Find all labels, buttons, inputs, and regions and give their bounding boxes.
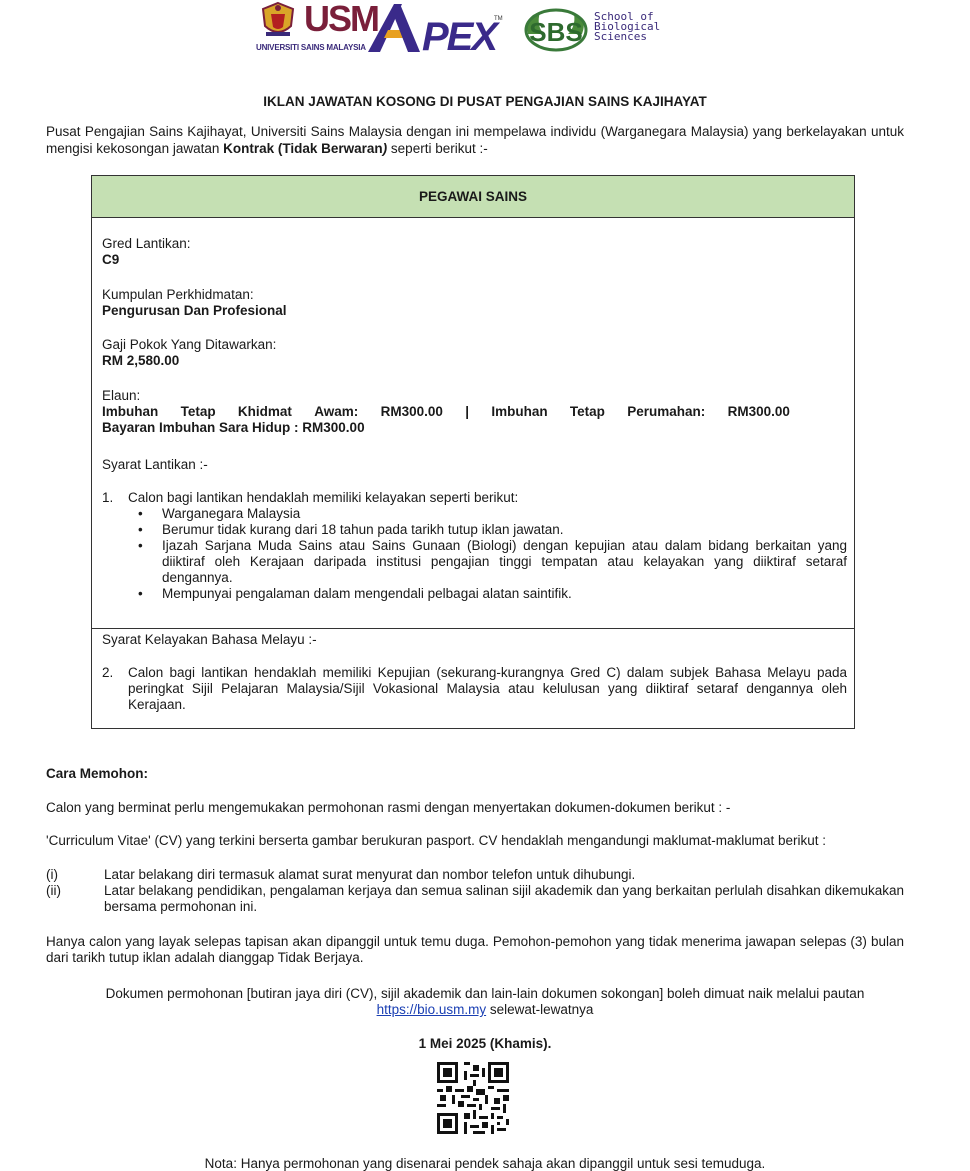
gaji-value: RM 2,580.00 [102, 353, 180, 368]
elaun-word: | [465, 404, 469, 419]
sbs-initials: SBS [529, 17, 583, 47]
sbs-line: School of [594, 10, 654, 23]
usm-crest-icon [258, 0, 298, 40]
roman-item-1 [46, 867, 904, 883]
gred-value: C9 [102, 252, 120, 267]
intro-text-end: seperti berikut :- [387, 141, 488, 156]
requirement-item-1 [102, 490, 847, 602]
gred-label: Gred Lantikan: [102, 236, 191, 251]
intro-contract-type: Kontrak (Tidak Berwaran [223, 141, 383, 156]
roman-text: Latar belakang pendidikan, pengalaman kerjaya dan semua salinan sijil akademik dan yang berkaitan perlulah disahkan dikemukakan bersama permohonan ini. [104, 883, 905, 914]
item-number: 1. [102, 490, 114, 505]
page-title: IKLAN JAWATAN KOSONG DI PUSAT PENGAJIAN SAINS KAJIHAYAT [263, 94, 707, 109]
upload-text-end: selewat-lewatnya [486, 1002, 594, 1017]
gred-field [102, 236, 842, 268]
roman-item-2 [46, 883, 904, 915]
list-item: • Mempunyai pengalaman dalam mengendali pelbagai alatan saintifik. [128, 586, 847, 602]
note: Nota: Hanya permohonan yang disenarai pendek sahaja akan dipanggil untuk sesi temuduga. [204, 1156, 766, 1171]
item-number: 2. [102, 665, 114, 680]
elaun-word: Awam: [314, 404, 359, 419]
elaun-word: Tetap [180, 404, 216, 419]
cara-heading: Cara Memohon: [46, 766, 149, 781]
syarat-label: Syarat Lantikan :- [102, 457, 208, 472]
kumpulan-label: Kumpulan Perkhidmatan: [102, 287, 254, 302]
roman-number: (ii) [46, 883, 61, 898]
item-text: Calon bagi lantikan hendaklah memiliki Kepujian (sekurang-kurangnya Gred C) dalam subjek Bahasa Melayu pada peringkat Sijil Pelajaran Malaysia/Sijil Vokasional Malaysia atau kelulusan yang diiktiraf setaraf dengannya oleh Kerajaan. [128, 665, 847, 712]
position-heading: PEGAWAI SAINS [92, 176, 854, 218]
sbs-logo [518, 4, 661, 56]
apex-wordmark: PEX [422, 15, 497, 56]
list-item: • Berumur tidak kurang dari 18 tahun pada tarikh tutup iklan jawatan. [128, 522, 847, 538]
elaun-field [102, 388, 842, 436]
elaun-word: Imbuhan [491, 404, 548, 419]
cara-paragraph-3: Hanya calon yang layak selepas tapisan akan dipanggil untuk temu duga. Pemohon-pemohon yang tidak menerima jawapan selepas (3) bulan dari tarikh tutup iklan adalah dianggap Tidak Berjaya. [46, 934, 904, 965]
elaun-line-1 [102, 404, 790, 420]
upload-text: Dokumen permohonan [butiran jaya diri (CV), sijil akademik dan lain-lain dokumen sokongan] boleh dimuat naik melalui pautan [105, 986, 865, 1001]
cara-paragraph-2: 'Curriculum Vitae' (CV) yang terkini berserta gambar berukuran pasport. CV hendaklah mengandungi maklumat-maklumat berikut : [46, 833, 827, 848]
apex-tm: TM [494, 16, 503, 22]
usm-logo [256, 0, 378, 56]
sbs-emblem-icon [518, 4, 594, 56]
elaun-word: RM300.00 [727, 404, 790, 419]
intro-text: Pusat Pengajian Sains Kajihayat, Universiti Sains Malaysia dengan ini mempelawa individu (Warganegara Malaysia) yang berkelayakan untuk mengisi kekosongan jawatan [46, 124, 904, 156]
roman-text: Latar belakang diri termasuk alamat surat menyurat dan nombor telefon untuk dihubungi. [104, 867, 636, 882]
sbs-name [594, 12, 660, 42]
qr-code[interactable] [437, 1062, 509, 1134]
apply-link[interactable]: https://bio.usm.my [376, 1002, 487, 1017]
bm-label: Syarat Kelayakan Bahasa Melayu :- [102, 632, 317, 647]
list-item: • Warganegara Malaysia [128, 506, 847, 522]
elaun-word: Tetap [569, 404, 605, 419]
apex-logo-icon [366, 0, 506, 56]
cara-paragraph-1: Calon yang berminat perlu mengemukakan permohonan rasmi dengan menyertakan dokumen-dokumen berikut : - [46, 800, 731, 815]
position-box [91, 175, 855, 729]
kumpulan-field [102, 287, 842, 319]
usm-caption: UNIVERSITI SAINS MALAYSIA [256, 43, 366, 52]
usm-wordmark: USM [304, 0, 378, 39]
requirement-bullets [128, 506, 847, 602]
elaun-word: Imbuhan [102, 404, 159, 419]
apex-logo [366, 0, 506, 56]
roman-number: (i) [46, 867, 58, 882]
intro-paren: ) [382, 141, 388, 156]
sbs-line: Sciences [594, 30, 647, 43]
qr-code-icon [437, 1062, 509, 1134]
upload-instructions [46, 986, 924, 1018]
elaun-line-2: Bayaran Imbuhan Sara Hidup : RM300.00 [102, 420, 365, 435]
list-item: • Ijazah Sarjana Muda Sains atau Sains Gunaan (Biologi) dengan kepujian atau dalam bidang berkaitan yang diiktiraf oleh Kerajaan daripada institusi pengajian tinggi tempatan atau kelayakan yang diiktiraf setaraf dengannya. [128, 538, 847, 586]
elaun-word: Perumahan: [627, 404, 706, 419]
divider [92, 628, 854, 629]
elaun-word: RM300.00 [380, 404, 443, 419]
requirement-item-2 [102, 665, 847, 713]
elaun-word: Khidmat [237, 404, 292, 419]
item-text: Calon bagi lantikan hendaklah memiliki kelayakan seperti berikut: [128, 490, 519, 505]
kumpulan-value: Pengurusan Dan Profesional [102, 303, 287, 318]
deadline-dot: . [547, 1036, 552, 1051]
gaji-label: Gaji Pokok Yang Ditawarkan: [102, 337, 277, 352]
elaun-label: Elaun: [102, 388, 141, 403]
intro-paragraph [46, 123, 904, 157]
gaji-field [102, 337, 842, 369]
deadline-date: 1 Mei 2025 (Khamis) [418, 1036, 548, 1051]
deadline [46, 1036, 924, 1052]
sbs-line: Biological [594, 20, 661, 33]
